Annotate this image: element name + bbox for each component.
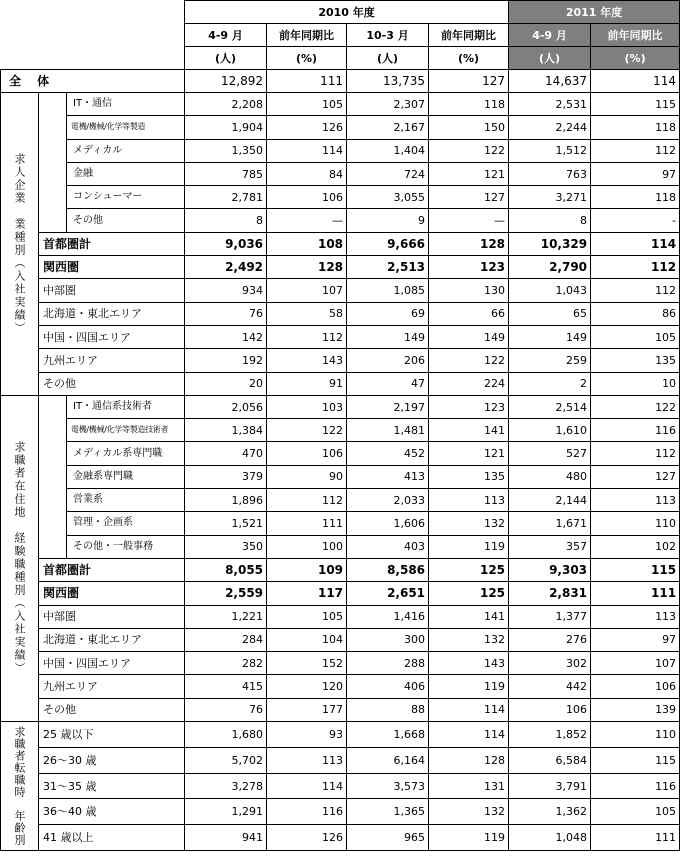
total-value: 14,637 <box>509 70 591 93</box>
header-col4-line2: (%) <box>429 47 509 70</box>
table-row <box>1 698 680 721</box>
table-cell-value: 122 <box>591 395 680 418</box>
table-cell-value: 5,702 <box>185 747 267 773</box>
table-cell-value: 442 <box>509 675 591 698</box>
table-row <box>1 349 680 372</box>
table-cell-value: 90 <box>267 465 347 488</box>
table-cell-value: 10,329 <box>509 232 591 255</box>
table-cell-value: 1,377 <box>509 605 591 628</box>
table-cell-value: 109 <box>267 558 347 581</box>
table-row <box>1 582 680 605</box>
table-cell-value: 122 <box>429 349 509 372</box>
table-cell-value: 84 <box>267 162 347 185</box>
table-row <box>1 722 680 748</box>
table-cell-value: 93 <box>267 722 347 748</box>
row-label: 中部圏 <box>39 605 185 628</box>
table-cell-value: 139 <box>591 698 680 721</box>
table-cell-value: 1,362 <box>509 799 591 825</box>
table-cell-value: 763 <box>509 162 591 185</box>
table-row <box>1 162 680 185</box>
header-fy2011: 2011 年度 <box>509 1 680 24</box>
section-group-label <box>1 395 39 721</box>
row-label: 関西圏 <box>39 256 185 279</box>
row-label: 電機/機械/化学等製造 <box>67 116 185 139</box>
header-col5-line2: (人) <box>509 47 591 70</box>
table-cell-value: 141 <box>429 605 509 628</box>
table-row <box>1 186 680 209</box>
table-cell-value: 276 <box>509 628 591 651</box>
table-cell-value: 86 <box>591 302 680 325</box>
table-cell-value: 150 <box>429 116 509 139</box>
table-cell-value: 1,350 <box>185 139 267 162</box>
table-cell-value: 1,365 <box>347 799 429 825</box>
table-cell-value: 1,416 <box>347 605 429 628</box>
table-cell-value: 112 <box>591 442 680 465</box>
table-cell-value: 1,512 <box>509 139 591 162</box>
table-cell-value: 20 <box>185 372 267 395</box>
total-row <box>1 70 680 93</box>
row-label: その他 <box>67 209 185 232</box>
table-row <box>1 442 680 465</box>
table-cell-value: 114 <box>591 232 680 255</box>
table-cell-value: 470 <box>185 442 267 465</box>
total-value: 114 <box>591 70 680 93</box>
table-cell-value: 47 <box>347 372 429 395</box>
header-col6-line1: 前年同期比 <box>591 24 680 47</box>
table-row <box>1 302 680 325</box>
header-col5-line1: 4-9 月 <box>509 24 591 47</box>
table-cell-value: — <box>429 209 509 232</box>
row-label: 26～30 歳 <box>39 747 185 773</box>
table-cell-value: 113 <box>429 489 509 512</box>
table-cell-value: 126 <box>267 825 347 851</box>
table-cell-value: 113 <box>267 747 347 773</box>
table-cell-value: 2,244 <box>509 116 591 139</box>
row-label: 25 歳以下 <box>39 722 185 748</box>
table-cell-value: 1,521 <box>185 512 267 535</box>
table-cell-value: 97 <box>591 628 680 651</box>
table-row <box>1 605 680 628</box>
table-row <box>1 209 680 232</box>
table-cell-value: 527 <box>509 442 591 465</box>
header-col6-line2: (%) <box>591 47 680 70</box>
table-cell-value: 8,586 <box>347 558 429 581</box>
header-col1-line1: 4-9 月 <box>185 24 267 47</box>
table-cell-value: 142 <box>185 325 267 348</box>
table-cell-value: 114 <box>429 722 509 748</box>
table-row <box>1 465 680 488</box>
table-cell-value: 122 <box>429 139 509 162</box>
table-row <box>1 535 680 558</box>
row-label: 中国・四国エリア <box>39 652 185 675</box>
row-label: 関西圏 <box>39 582 185 605</box>
table-cell-value: 132 <box>429 628 509 651</box>
total-value: 111 <box>267 70 347 93</box>
table-cell-value: 152 <box>267 652 347 675</box>
table-cell-value: 2,167 <box>347 116 429 139</box>
table-row <box>1 489 680 512</box>
table-cell-value: 114 <box>267 773 347 799</box>
table-cell-value: 66 <box>429 302 509 325</box>
header-col4-line1: 前年同期比 <box>429 24 509 47</box>
table-cell-value: 125 <box>429 558 509 581</box>
table-row <box>1 628 680 651</box>
table-cell-value: 108 <box>267 232 347 255</box>
table-cell-value: 2,033 <box>347 489 429 512</box>
table-cell-value: 403 <box>347 535 429 558</box>
table-cell-value: 192 <box>185 349 267 372</box>
table-cell-value: 3,573 <box>347 773 429 799</box>
table-cell-value: 105 <box>591 325 680 348</box>
table-cell-value: 131 <box>429 773 509 799</box>
group-label-text: 求職者転職時 年齢別 <box>13 726 26 847</box>
table-cell-value: 149 <box>347 325 429 348</box>
table-cell-value: 119 <box>429 675 509 698</box>
table-cell-value: 115 <box>591 93 680 116</box>
header-col2-line2: (%) <box>267 47 347 70</box>
row-label: 北海道・東北エリア <box>39 302 185 325</box>
table-cell-value: 143 <box>267 349 347 372</box>
table-cell-value: 1,896 <box>185 489 267 512</box>
total-value: 13,735 <box>347 70 429 93</box>
table-row <box>1 139 680 162</box>
group-label-text: 求職者在住地 経験職種別（入社実績） <box>13 441 26 676</box>
table-cell-value: 112 <box>267 325 347 348</box>
table-cell-value: 120 <box>267 675 347 698</box>
table-cell-value: 480 <box>509 465 591 488</box>
table-row <box>1 325 680 348</box>
row-label: その他 <box>39 372 185 395</box>
table-cell-value: 8,055 <box>185 558 267 581</box>
table-cell-value: 119 <box>429 825 509 851</box>
table-cell-value: 112 <box>267 489 347 512</box>
table-cell-value: 135 <box>429 465 509 488</box>
table-cell-value: 88 <box>347 698 429 721</box>
table-cell-value: 116 <box>591 419 680 442</box>
table-cell-value: 8 <box>509 209 591 232</box>
table-cell-value: 130 <box>429 279 509 302</box>
table-cell-value: 934 <box>185 279 267 302</box>
table-cell-value: 106 <box>267 186 347 209</box>
row-label: IT・通信系技術者 <box>67 395 185 418</box>
row-label: 電機/機械/化学等製造技術者 <box>67 419 185 442</box>
row-label: 九州エリア <box>39 675 185 698</box>
table-cell-value: 119 <box>429 535 509 558</box>
table-cell-value: 1,610 <box>509 419 591 442</box>
table-row <box>1 256 680 279</box>
table-cell-value: 149 <box>509 325 591 348</box>
table-cell-value: 9 <box>347 209 429 232</box>
table-cell-value: 105 <box>591 799 680 825</box>
row-label: 営業系 <box>67 489 185 512</box>
table-cell-value: 8 <box>185 209 267 232</box>
table-row <box>1 825 680 851</box>
table-cell-value: 941 <box>185 825 267 851</box>
table-cell-value: 125 <box>429 582 509 605</box>
table-cell-value: 65 <box>509 302 591 325</box>
row-label: 金融 <box>67 162 185 185</box>
table-row <box>1 395 680 418</box>
table-cell-value: 107 <box>591 652 680 675</box>
indent-spacer <box>39 93 67 233</box>
table-cell-value: 69 <box>347 302 429 325</box>
table-cell-value: 107 <box>267 279 347 302</box>
header-col1-line2: (人) <box>185 47 267 70</box>
table-cell-value: 9,303 <box>509 558 591 581</box>
table-cell-value: 9,036 <box>185 232 267 255</box>
table-cell-value: 6,584 <box>509 747 591 773</box>
table-cell-value: 2,492 <box>185 256 267 279</box>
total-label: 全 体 <box>1 70 185 93</box>
table-cell-value: 2,307 <box>347 93 429 116</box>
table-cell-value: 111 <box>267 512 347 535</box>
table-cell-value: 100 <box>267 535 347 558</box>
table-cell-value: 2,651 <box>347 582 429 605</box>
table-cell-value: 452 <box>347 442 429 465</box>
table-cell-value: 117 <box>267 582 347 605</box>
row-label: その他・一般事務 <box>67 535 185 558</box>
table-cell-value: 10 <box>591 372 680 395</box>
table-cell-value: 259 <box>509 349 591 372</box>
indent-spacer <box>39 395 67 558</box>
row-label: その他 <box>39 698 185 721</box>
table-cell-value: 112 <box>591 256 680 279</box>
table-cell-value: 143 <box>429 652 509 675</box>
table-cell-value: 128 <box>429 232 509 255</box>
table-row <box>1 799 680 825</box>
table-cell-value: 2,514 <box>509 395 591 418</box>
table-cell-value: 132 <box>429 512 509 535</box>
table-row <box>1 652 680 675</box>
table-cell-value: 1,852 <box>509 722 591 748</box>
header-col2-line1: 前年同期比 <box>267 24 347 47</box>
table-cell-value: 112 <box>591 279 680 302</box>
table-row <box>1 372 680 395</box>
table-cell-value: 122 <box>267 419 347 442</box>
table-row <box>1 747 680 773</box>
table-cell-value: 105 <box>267 93 347 116</box>
table-cell-value: 127 <box>429 186 509 209</box>
table-cell-value: 206 <box>347 349 429 372</box>
table-cell-value: 128 <box>267 256 347 279</box>
total-value: 127 <box>429 70 509 93</box>
row-label: 31～35 歳 <box>39 773 185 799</box>
table-cell-value: 3,278 <box>185 773 267 799</box>
group-label-text: 求人企業 業種別（入社実績） <box>13 152 26 335</box>
table-cell-value: 111 <box>591 825 680 851</box>
table-row <box>1 512 680 535</box>
table-cell-value: 3,055 <box>347 186 429 209</box>
row-label: 九州エリア <box>39 349 185 372</box>
table-cell-value: 91 <box>267 372 347 395</box>
table-cell-value: 105 <box>267 605 347 628</box>
table-cell-value: 2,513 <box>347 256 429 279</box>
table-cell-value: 2,531 <box>509 93 591 116</box>
table-cell-value: 97 <box>591 162 680 185</box>
table-cell-value: 413 <box>347 465 429 488</box>
table-cell-value: 1,048 <box>509 825 591 851</box>
table-cell-value: 116 <box>591 773 680 799</box>
table-cell-value: - <box>591 209 680 232</box>
row-label: 管理・企画系 <box>67 512 185 535</box>
table-cell-value: 121 <box>429 442 509 465</box>
table-cell-value: 284 <box>185 628 267 651</box>
table-cell-value: 115 <box>591 558 680 581</box>
table-cell-value: — <box>267 209 347 232</box>
table-cell-value: 6,164 <box>347 747 429 773</box>
table-cell-value: 1,680 <box>185 722 267 748</box>
table-cell-value: 102 <box>591 535 680 558</box>
table-cell-value: 118 <box>591 186 680 209</box>
table-cell-value: 1,221 <box>185 605 267 628</box>
row-label: 中国・四国エリア <box>39 325 185 348</box>
header-col3-line2: (人) <box>347 47 429 70</box>
table-cell-value: 2,197 <box>347 395 429 418</box>
table-cell-value: 3,791 <box>509 773 591 799</box>
table-cell-value: 415 <box>185 675 267 698</box>
header-col3-line1: 10-3 月 <box>347 24 429 47</box>
table-cell-value: 9,666 <box>347 232 429 255</box>
table-cell-value: 106 <box>509 698 591 721</box>
table-cell-value: 406 <box>347 675 429 698</box>
table-row <box>1 773 680 799</box>
table-cell-value: 2,056 <box>185 395 267 418</box>
table-cell-value: 112 <box>591 139 680 162</box>
table-cell-value: 103 <box>267 395 347 418</box>
table-cell-value: 2,831 <box>509 582 591 605</box>
table-cell-value: 104 <box>267 628 347 651</box>
table-cell-value: 113 <box>591 489 680 512</box>
section-group-label <box>1 722 39 851</box>
row-label: 36～40 歳 <box>39 799 185 825</box>
table-cell-value: 76 <box>185 698 267 721</box>
table-cell-value: 123 <box>429 256 509 279</box>
table-row <box>1 675 680 698</box>
row-label: 金融系専門職 <box>67 465 185 488</box>
table-cell-value: 724 <box>347 162 429 185</box>
table-cell-value: 785 <box>185 162 267 185</box>
header-corner <box>1 1 185 70</box>
table-cell-value: 300 <box>347 628 429 651</box>
table-cell-value: 76 <box>185 302 267 325</box>
row-label: 首都圏計 <box>39 558 185 581</box>
table-cell-value: 1,671 <box>509 512 591 535</box>
table-cell-value: 177 <box>267 698 347 721</box>
table-cell-value: 116 <box>267 799 347 825</box>
row-label: メディカル系専門職 <box>67 442 185 465</box>
table-cell-value: 128 <box>429 747 509 773</box>
header-fy2010: 2010 年度 <box>185 1 509 24</box>
table-cell-value: 126 <box>267 116 347 139</box>
row-label: コンシューマー <box>67 186 185 209</box>
table-cell-value: 111 <box>591 582 680 605</box>
table-cell-value: 114 <box>267 139 347 162</box>
table-row <box>1 279 680 302</box>
header-row-years <box>1 1 680 24</box>
table-cell-value: 1,606 <box>347 512 429 535</box>
table-cell-value: 106 <box>267 442 347 465</box>
table-cell-value: 113 <box>591 605 680 628</box>
table-cell-value: 1,904 <box>185 116 267 139</box>
table-cell-value: 357 <box>509 535 591 558</box>
table-cell-value: 1,668 <box>347 722 429 748</box>
table-cell-value: 1,085 <box>347 279 429 302</box>
row-label: メディカル <box>67 139 185 162</box>
table-cell-value: 965 <box>347 825 429 851</box>
table-cell-value: 302 <box>509 652 591 675</box>
table-cell-value: 58 <box>267 302 347 325</box>
table-cell-value: 3,271 <box>509 186 591 209</box>
table-cell-value: 379 <box>185 465 267 488</box>
table-cell-value: 2 <box>509 372 591 395</box>
table-cell-value: 2,144 <box>509 489 591 512</box>
table-cell-value: 118 <box>591 116 680 139</box>
table-cell-value: 2,781 <box>185 186 267 209</box>
table-cell-value: 132 <box>429 799 509 825</box>
table-cell-value: 110 <box>591 722 680 748</box>
table-cell-value: 135 <box>591 349 680 372</box>
section-group-label <box>1 93 39 396</box>
table-cell-value: 106 <box>591 675 680 698</box>
table-cell-value: 118 <box>429 93 509 116</box>
table-cell-value: 350 <box>185 535 267 558</box>
table-cell-value: 141 <box>429 419 509 442</box>
table-cell-value: 2,208 <box>185 93 267 116</box>
table-cell-value: 224 <box>429 372 509 395</box>
table-body <box>1 1 680 851</box>
table-cell-value: 2,790 <box>509 256 591 279</box>
table-cell-value: 1,384 <box>185 419 267 442</box>
table-cell-value: 1,043 <box>509 279 591 302</box>
table-cell-value: 114 <box>429 698 509 721</box>
table-row <box>1 232 680 255</box>
table-cell-value: 123 <box>429 395 509 418</box>
row-label: 首都圏計 <box>39 232 185 255</box>
row-label: 中部圏 <box>39 279 185 302</box>
table-row <box>1 558 680 581</box>
table-cell-value: 1,291 <box>185 799 267 825</box>
table-cell-value: 1,404 <box>347 139 429 162</box>
row-label: 41 歳以上 <box>39 825 185 851</box>
row-label: IT・通信 <box>67 93 185 116</box>
table-cell-value: 127 <box>591 465 680 488</box>
table-cell-value: 110 <box>591 512 680 535</box>
table-cell-value: 149 <box>429 325 509 348</box>
table-cell-value: 2,559 <box>185 582 267 605</box>
total-value: 12,892 <box>185 70 267 93</box>
table-row <box>1 116 680 139</box>
table-cell-value: 121 <box>429 162 509 185</box>
row-label: 北海道・東北エリア <box>39 628 185 651</box>
table-cell-value: 115 <box>591 747 680 773</box>
table-cell-value: 1,481 <box>347 419 429 442</box>
table-cell-value: 288 <box>347 652 429 675</box>
table-row <box>1 419 680 442</box>
table-row <box>1 93 680 116</box>
table-cell-value: 282 <box>185 652 267 675</box>
